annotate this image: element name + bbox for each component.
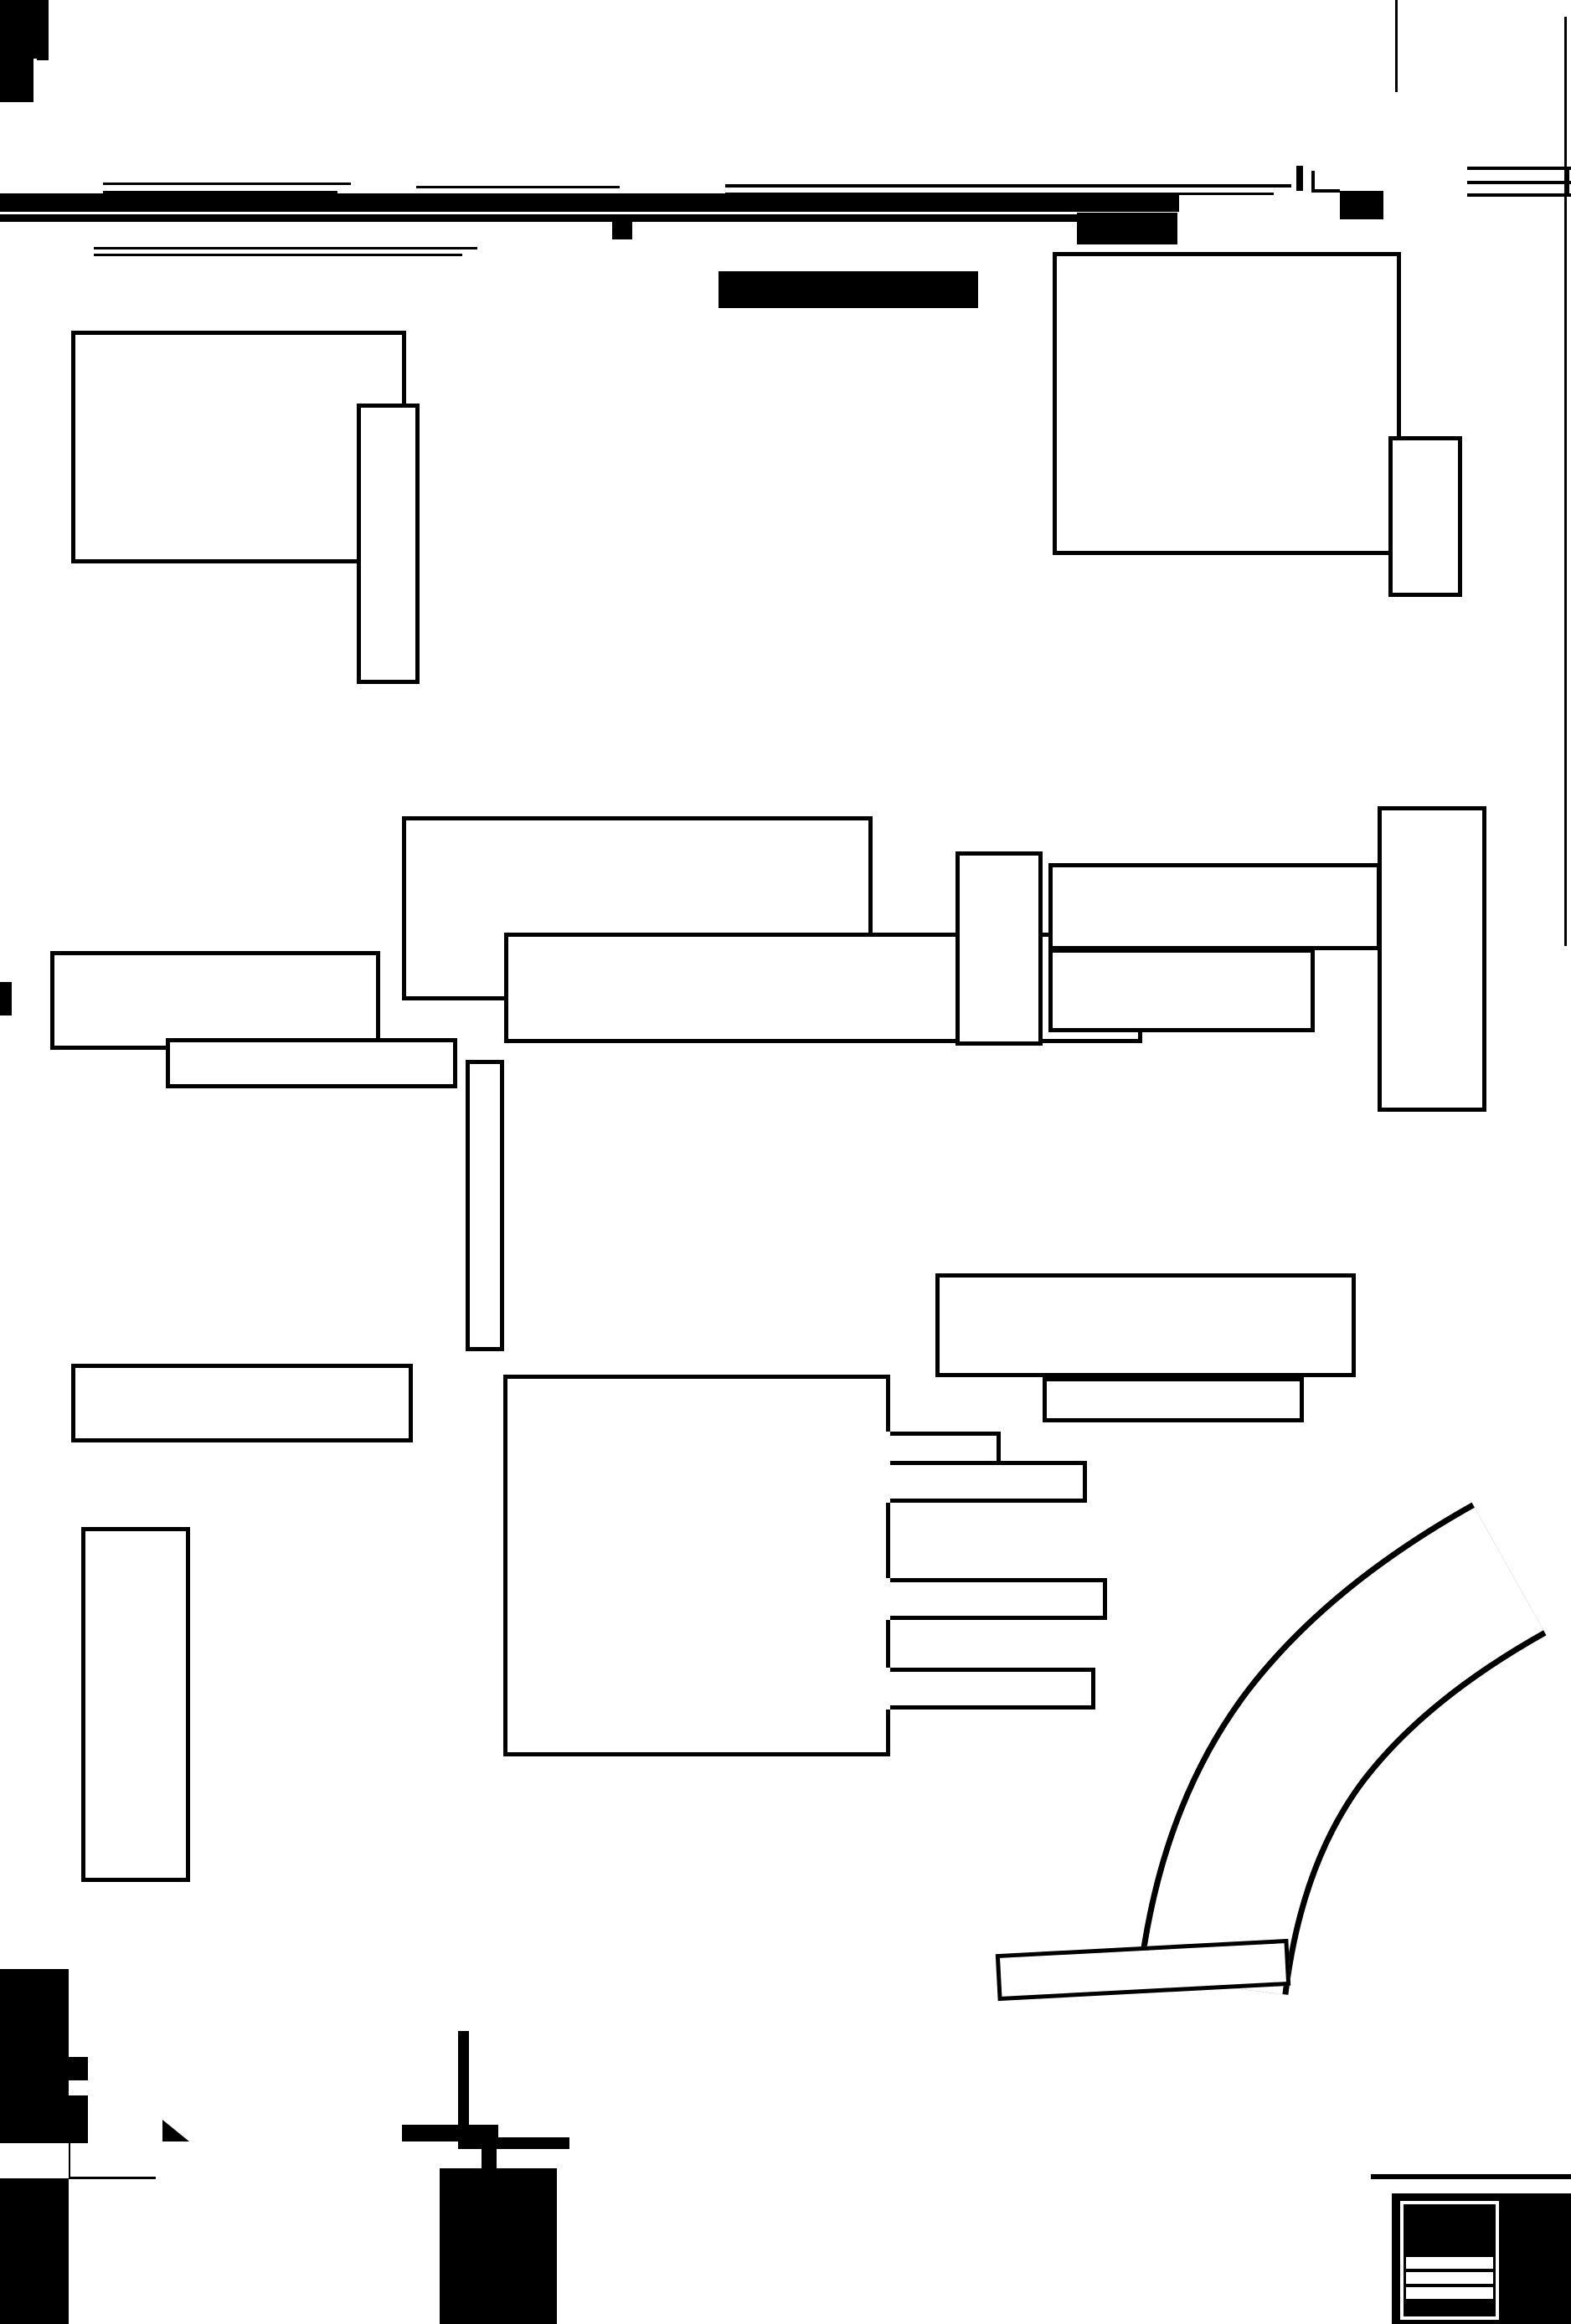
war-box [1388,436,1462,597]
encryption-questions-box [504,933,1142,1043]
real-work-questions-box [1053,252,1401,555]
border-segment [886,1620,890,1668]
enquiry-questions-box [1048,863,1381,950]
box-protrusion [879,1578,1107,1620]
border-segment [886,1503,890,1578]
ai-box [955,851,1043,1046]
steals-info-box-ext [166,1038,457,1088]
bodies-questions-box [1048,949,1315,1032]
page-number-block [1398,2199,1501,2321]
confess-box [357,404,420,684]
box-protrusion [879,1461,1087,1503]
the-end-block [440,2168,557,2324]
unsung-heroes-box [81,1527,190,1882]
rewrites-history-box [1043,1377,1304,1422]
steals-info-box [50,951,380,1050]
money-ownership-box [503,1375,890,1756]
launders-box [1378,806,1486,1112]
arms-questions-box [935,1273,1356,1377]
box-protrusion [879,1668,1095,1710]
page-number [1406,2207,1493,2254]
border-segment [886,1375,890,1432]
border-segment [886,1710,890,1756]
information-questions-box [71,331,406,563]
red-tape-box [466,1060,504,1351]
contracts-questions-box [71,1364,413,1442]
